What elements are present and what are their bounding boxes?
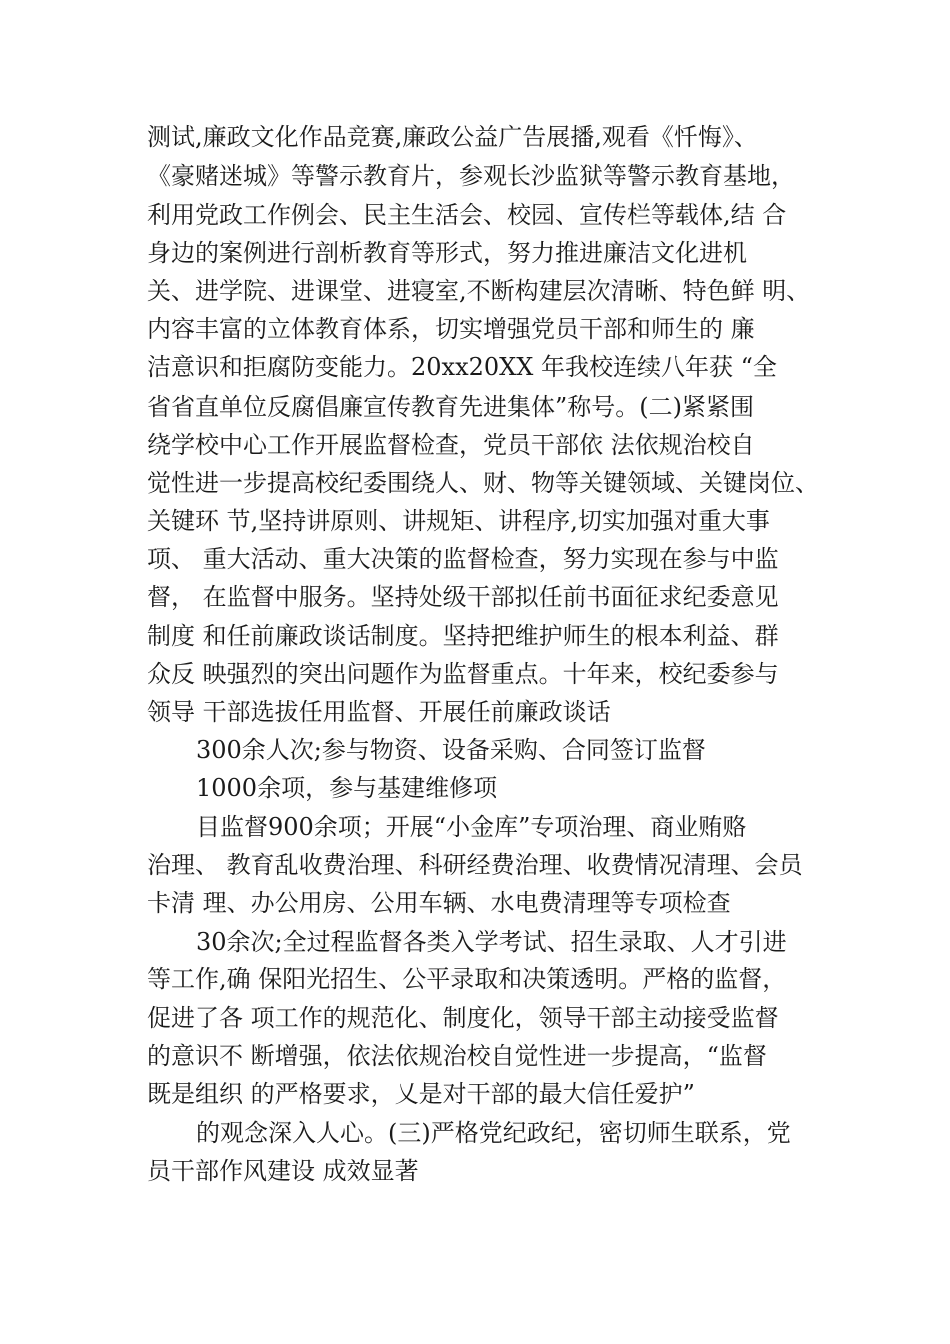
text-line: 促进了各 项工作的规范化、制度化，领导干部主动接受监督 xyxy=(147,1004,779,1032)
text-line: 的意识不 断增强，依法依规治校自觉性进一步提高，“监督 xyxy=(147,1042,767,1070)
text-line: 的观念深入人心。(三)严格党纪政纪，密切师生联系，党 xyxy=(196,1119,791,1147)
text-line: 等工作,确 保阳光招生、公平录取和决策透明。严格的监督， xyxy=(147,965,787,993)
text-line: 项、 重大活动、重大决策的监督检查，努力实现在参与中监 xyxy=(147,545,779,573)
text-line: 省省直单位反腐倡廉宣传教育先进集体”称号。(二)紧紧围 xyxy=(147,393,754,421)
text-line: 绕学校中心工作开展监督检查，党员干部依 法依规治校自 xyxy=(147,431,755,459)
text-line: 30余次;全过程监督各类入学考试、招生录取、人才引进 xyxy=(196,928,787,956)
text-line: 觉性进一步提高校纪委围绕人、财、物等关键领域、关键岗位、 xyxy=(147,469,819,497)
text-line: 既是组织 的严格要求，乂是对干部的最大信任爱护” xyxy=(147,1080,695,1108)
text-line: 300余人次;参与物资、设备采购、合同签订监督 xyxy=(196,736,706,764)
text-line: 员干部作风建设 成效显著 xyxy=(147,1157,419,1185)
text-line: 目监督900余项；开展“小金库”专项治理、商业贿赂 xyxy=(196,813,747,841)
text-line: 利用党政工作例会、民主生活会、校园、宣传栏等载体,结 合 xyxy=(147,201,787,229)
text-line: 领导 干部选拔任用监督、开展任前廉政谈话 xyxy=(147,698,611,726)
text-line: 关键环 节,坚持讲原则、讲规矩、讲程序,切实加强对重大事 xyxy=(147,507,770,535)
text-line: 治理、 教育乱收费治理、科研经费治理、收费情况清理、会员 xyxy=(147,851,803,879)
text-line: 关、进学院、进课堂、进寝室,不断构建层次清晰、特色鲜 明、 xyxy=(147,277,811,305)
text-line: 《豪赌迷城》等警示教育片，参观长沙监狱等警示教育基地， xyxy=(147,162,795,190)
text-line: 制度 和任前廉政谈话制度。坚持把维护师生的根本利益、群 xyxy=(147,622,779,650)
text-line: 身边的案例进行剖析教育等形式，努力推进廉洁文化进机 xyxy=(147,239,747,267)
text-line: 1000余项，参与基建维修项 xyxy=(196,774,498,802)
text-line: 众反 映强烈的突出问题作为监督重点。十年来，校纪委参与 xyxy=(147,660,779,688)
text-line: 卡清 理、办公用房、公用车辆、水电费清理等专项检查 xyxy=(147,889,731,917)
text-line: 督， 在监督中服务。坚持处级干部拟任前书面征求纪委意见 xyxy=(147,583,779,611)
text-line: 测试,廉政文化作品竞赛,廉政公益广告展播,观看《忏悔》、 xyxy=(147,123,758,151)
text-line: 内容丰富的立体教育体系，切实增强党员干部和师生的 廉 xyxy=(147,315,755,343)
text-line: 洁意识和拒腐防变能力。20xx20XX 年我校连续八年获 “全 xyxy=(147,353,777,381)
